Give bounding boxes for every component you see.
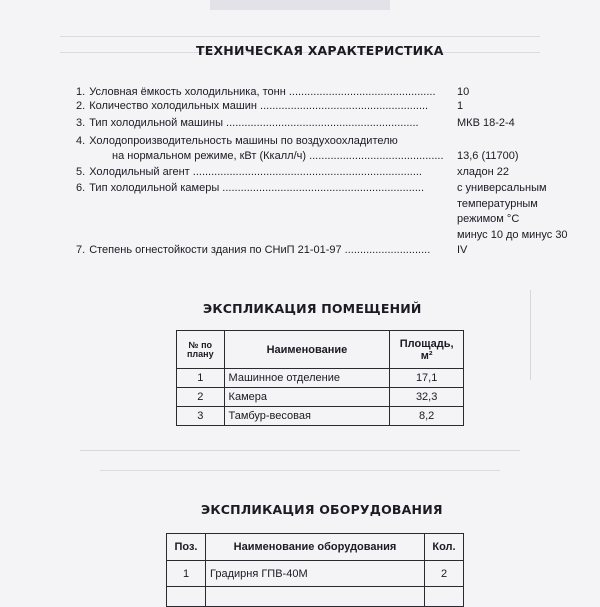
spec-value: 13,6 (11700) xyxy=(457,150,519,162)
rooms-cell: 8,2 xyxy=(390,407,464,426)
rooms-cell: 2 xyxy=(177,388,225,407)
heading-equipment: ЭКСПЛИКАЦИЯ ОБОРУДОВАНИЯ xyxy=(201,502,443,517)
equipment-header-name: Наименование оборудования xyxy=(206,534,425,561)
equipment-cell: Градирня ГПВ-40М xyxy=(206,561,425,587)
spec-number: 6. xyxy=(76,182,86,194)
rooms-cell: Тамбур-весовая xyxy=(224,407,390,426)
spec-number: 1. xyxy=(76,86,86,98)
spec-value: с универсальным xyxy=(457,182,547,194)
rooms-header-num: № по плану xyxy=(177,331,225,369)
spec-value: 1 xyxy=(457,100,464,112)
equipment-table xyxy=(166,533,464,607)
heading-specs: ТЕХНИЧЕСКАЯ ХАРАКТЕРИСТИКА xyxy=(196,43,444,58)
spec-number: 3. xyxy=(76,117,86,129)
equipment-cell xyxy=(167,587,206,607)
spec-value: температурным xyxy=(457,198,538,210)
spec-line xyxy=(76,166,457,179)
spec-dots: ................................................ xyxy=(285,86,436,98)
table-row xyxy=(177,369,464,388)
spec-number: 7. xyxy=(76,244,86,256)
spec-label: Степень огнестойкости здания по СНиП 21-01-97 xyxy=(89,244,342,256)
rooms-cell: 3 xyxy=(177,407,225,426)
table-row xyxy=(177,407,464,426)
spec-dots: ........................................................................... xyxy=(189,166,422,178)
equipment-cell: 2 xyxy=(425,561,464,587)
spec-line xyxy=(76,182,457,195)
spec-value: 10 xyxy=(457,86,470,98)
spec-dots: .................................................................. xyxy=(219,182,424,194)
rooms-header-name: Наименование xyxy=(224,331,390,369)
rooms-cell: 32,3 xyxy=(390,388,464,407)
spec-line xyxy=(112,150,457,163)
table-row xyxy=(167,561,464,587)
rooms-cell: Камера xyxy=(224,388,390,407)
spec-label: Количество холодильных машин xyxy=(89,100,257,112)
spec-line xyxy=(76,100,457,113)
rooms-cell: 1 xyxy=(177,369,225,388)
table-row xyxy=(177,388,464,407)
rooms-cell: 17,1 xyxy=(390,369,464,388)
spec-line xyxy=(76,86,457,99)
spec-label: Тип холодильной машины xyxy=(89,117,223,129)
spec-label: Тип холодильной камеры xyxy=(89,182,220,194)
spec-number: 4. xyxy=(76,135,86,147)
spec-value: IV xyxy=(457,244,468,256)
spec-line xyxy=(76,135,457,148)
table-row xyxy=(167,587,464,607)
spec-value: хладон 22 xyxy=(457,166,509,178)
equipment-cell xyxy=(206,587,425,607)
spec-line xyxy=(76,117,457,130)
spec-value: МКВ 18-2-4 xyxy=(457,117,515,129)
equipment-header-pos: Поз. xyxy=(167,534,206,561)
spec-label: Холодопроизводительность машины по воздухоохладителю xyxy=(89,135,398,147)
spec-label: на нормальном режиме, кВт (Ккалл/ч) xyxy=(112,150,307,162)
spec-label: Холодильный агент xyxy=(89,166,190,178)
spec-line xyxy=(76,244,457,257)
spec-number: 5. xyxy=(76,166,86,178)
spec-value: режимом °С xyxy=(457,213,520,225)
spec-value: минус 10 до минус 30 xyxy=(457,229,568,241)
equipment-header-qty: Кол. xyxy=(425,534,464,561)
spec-dots: ............................ xyxy=(341,244,431,256)
spec-number: 2. xyxy=(76,100,86,112)
equipment-cell xyxy=(425,587,464,607)
spec-dots: ....................................................... xyxy=(256,100,429,112)
spec-dots: ............................................ xyxy=(306,150,444,162)
heading-rooms: ЭКСПЛИКАЦИЯ ПОМЕЩЕНИЙ xyxy=(203,301,422,316)
spec-dots: ............................................................... xyxy=(223,117,419,129)
equipment-cell: 1 xyxy=(167,561,206,587)
spec-label: Условная ёмкость холодильника, тонн xyxy=(89,86,286,98)
rooms-cell: Машинное отделение xyxy=(224,369,390,388)
rooms-table xyxy=(176,330,464,426)
rooms-header-area: Площадь, м² xyxy=(390,331,464,369)
